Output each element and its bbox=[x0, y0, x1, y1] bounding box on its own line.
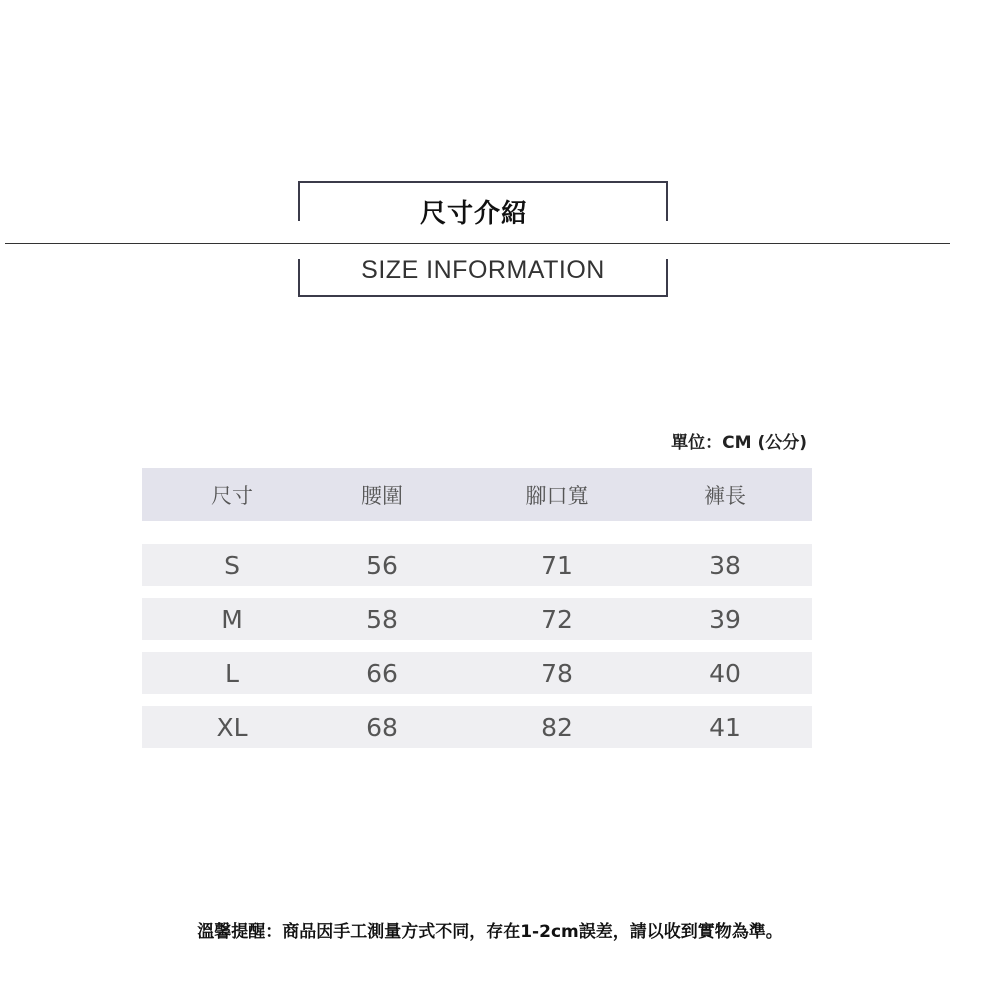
footer-note: 溫馨提醒：商品因手工測量方式不同，存在1-2cm誤差，請以收到實物為準。 bbox=[197, 922, 783, 942]
cell-waist: 56 bbox=[366, 550, 398, 580]
cell-size: XL bbox=[216, 712, 248, 742]
cell-leg-opening: 71 bbox=[541, 550, 573, 580]
table-row bbox=[142, 652, 812, 694]
cell-length: 40 bbox=[709, 658, 741, 688]
cell-leg-opening: 72 bbox=[541, 604, 573, 634]
table-header bbox=[142, 468, 812, 521]
column-header-length: 褲長 bbox=[704, 483, 746, 508]
cell-waist: 66 bbox=[366, 658, 398, 688]
cell-size: S bbox=[224, 550, 240, 580]
page-title: 尺寸介紹 bbox=[419, 199, 528, 229]
table-row bbox=[142, 544, 812, 586]
cell-waist: 68 bbox=[366, 712, 398, 742]
cell-waist: 58 bbox=[366, 604, 398, 634]
cell-leg-opening: 82 bbox=[541, 712, 573, 742]
cell-length: 39 bbox=[709, 604, 741, 634]
page-subtitle: SIZE INFORMATION bbox=[361, 256, 605, 284]
table-row bbox=[142, 706, 812, 748]
cell-size: L bbox=[225, 658, 239, 688]
cell-length: 38 bbox=[709, 550, 741, 580]
title-divider-line bbox=[5, 243, 950, 244]
cell-length: 41 bbox=[709, 712, 741, 742]
column-header-waist: 腰圍 bbox=[361, 483, 403, 508]
column-header-leg-opening: 腳口寬 bbox=[525, 483, 589, 508]
cell-size: M bbox=[221, 604, 243, 634]
cell-leg-opening: 78 bbox=[541, 658, 573, 688]
column-header-size: 尺寸 bbox=[211, 483, 253, 508]
unit-label: 單位：CM (公分) bbox=[671, 433, 807, 453]
table-row bbox=[142, 598, 812, 640]
